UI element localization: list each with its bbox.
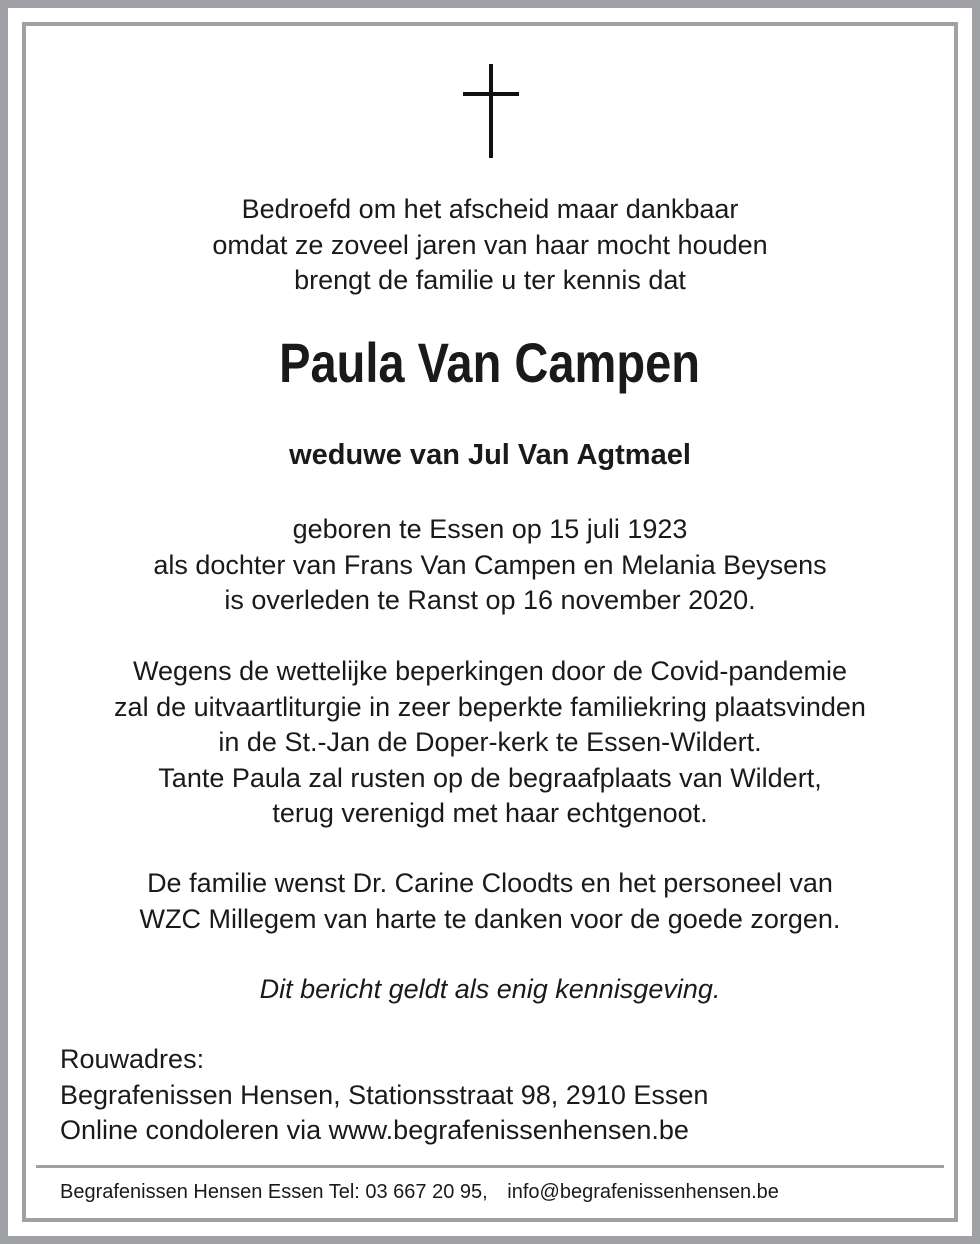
- footer-email: info@begrafenissenhensen.be: [507, 1181, 779, 1203]
- address-block: [60, 1042, 708, 1149]
- footer-company: Begrafenissen Hensen Essen Tel: 03 667 20 95,: [60, 1181, 488, 1203]
- notice-text: Dit bericht geldt als enig kennisgeving.: [259, 974, 721, 1004]
- deceased-name: [26, 330, 954, 395]
- address-line: Begrafenissen Hensen, Stationsstraat 98, 2910 Essen: [60, 1079, 709, 1110]
- funeral-text: [26, 654, 954, 832]
- funeral-line: Tante Paula zal rusten op de begraafplaats van Wildert,: [158, 762, 822, 793]
- intro-line: brengt de familie u ter kennis dat: [294, 265, 686, 295]
- thanks-line: De familie wenst Dr. Carine Cloodts en het personeel van: [147, 868, 833, 898]
- thanks-line: WZC Millegem van harte te danken voor de goede zorgen.: [139, 903, 841, 934]
- birth-line: als dochter van Frans Van Campen en Melania Beysens: [153, 549, 827, 580]
- thanks-text: [26, 866, 954, 937]
- cross-icon: [463, 64, 519, 158]
- birth-text: [26, 512, 954, 619]
- address-label: Rouwadres:: [60, 1044, 205, 1074]
- birth-line: is overleden te Ranst op 16 november 2020.: [224, 585, 756, 615]
- intro-line: Bedroefd om het afscheid maar dankbaar: [241, 194, 739, 224]
- intro-line: omdat ze zoveel jaren van haar mocht houden: [212, 229, 768, 260]
- funeral-line: Wegens de wettelijke beperkingen door de Covid-pandemie: [133, 656, 847, 686]
- footer: [60, 1178, 779, 1206]
- funeral-line: zal de uitvaartliturgie in zeer beperkte familiekring plaatsvinden: [114, 691, 866, 722]
- funeral-line: terug verenigd met haar echtgenoot.: [272, 798, 708, 828]
- funeral-line: in de St.-Jan de Doper-kerk te Essen-Wildert.: [218, 727, 762, 757]
- condolence-line: Online condoleren via www.begrafenissenhensen.be: [60, 1115, 689, 1145]
- name-text: Paula Van Campen: [279, 331, 701, 394]
- subtitle: weduwe van Jul Van Agtmael: [289, 439, 691, 471]
- intro-text: [26, 192, 954, 299]
- footer-divider: [36, 1165, 944, 1168]
- birth-line: geboren te Essen op 15 juli 1923: [292, 514, 688, 544]
